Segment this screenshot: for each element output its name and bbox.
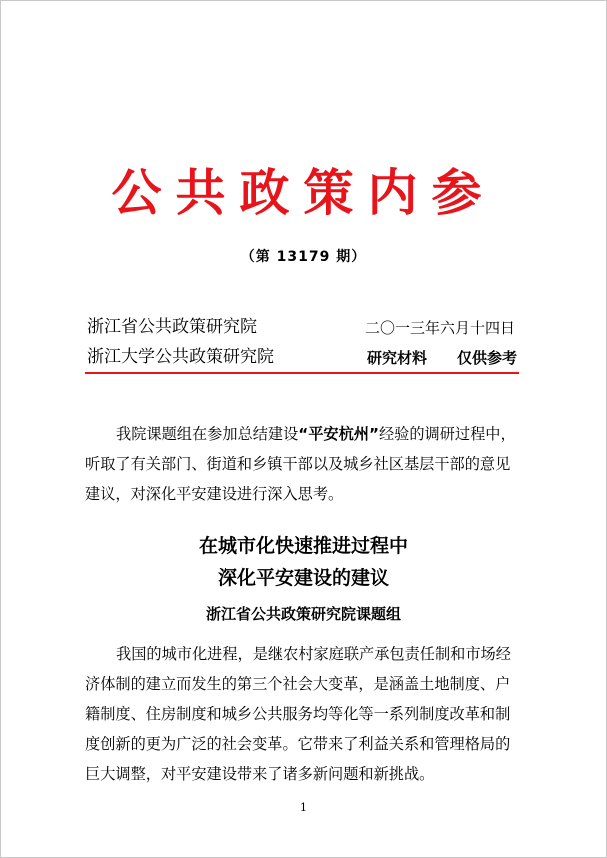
header-divider	[85, 372, 519, 374]
article-author: 浙江省公共政策研究院课题组	[205, 605, 401, 623]
masthead-title: 公共政策内参	[111, 163, 496, 222]
intro-line-1: 我院课题组在参加总结建设“平安杭州”经验的调研过程中，	[116, 425, 516, 443]
article-title-line-2: 深化平安建设的建议	[217, 567, 389, 589]
classification-note: 研究材料 仅供参考	[367, 349, 518, 367]
intro-line-3: 建议，对深化平安建设进行深入思考。	[85, 485, 344, 503]
page-number: 1	[300, 801, 307, 814]
body-line: 籍制度、住房制度和城乡公共服务均等化等一系列制度改革和制	[85, 705, 511, 723]
intro-line-2: 听取了有关部门、街道和乡镇干部以及城乡社区基层干部的意见	[85, 455, 511, 473]
org-name-provincial: 浙江省公共政策研究院	[87, 317, 257, 337]
body-line: 巨大调整，对平安建设带来了诸多新问题和新挑战。	[85, 765, 435, 783]
body-line: 我国的城市化进程，是继农村家庭联产承包责任制和市场经	[116, 645, 511, 663]
org-name-university: 浙江大学公共政策研究院	[87, 347, 274, 367]
intro-paragraph	[85, 419, 527, 509]
body-line: 济体制的建立而发生的第三个社会大变革，是涵盖土地制度、户	[85, 675, 511, 693]
body-paragraph	[85, 639, 527, 789]
issue-number: （第 13179 期）	[240, 249, 367, 265]
article-title-line-1: 在城市化快速推进过程中	[198, 535, 408, 557]
intro-highlight: “平安杭州”	[298, 425, 379, 443]
issue-date: 二〇一三年六月十四日	[365, 319, 516, 337]
body-line: 度创新的更为广泛的社会变革。它带来了利益关系和管理格局的	[85, 735, 511, 753]
